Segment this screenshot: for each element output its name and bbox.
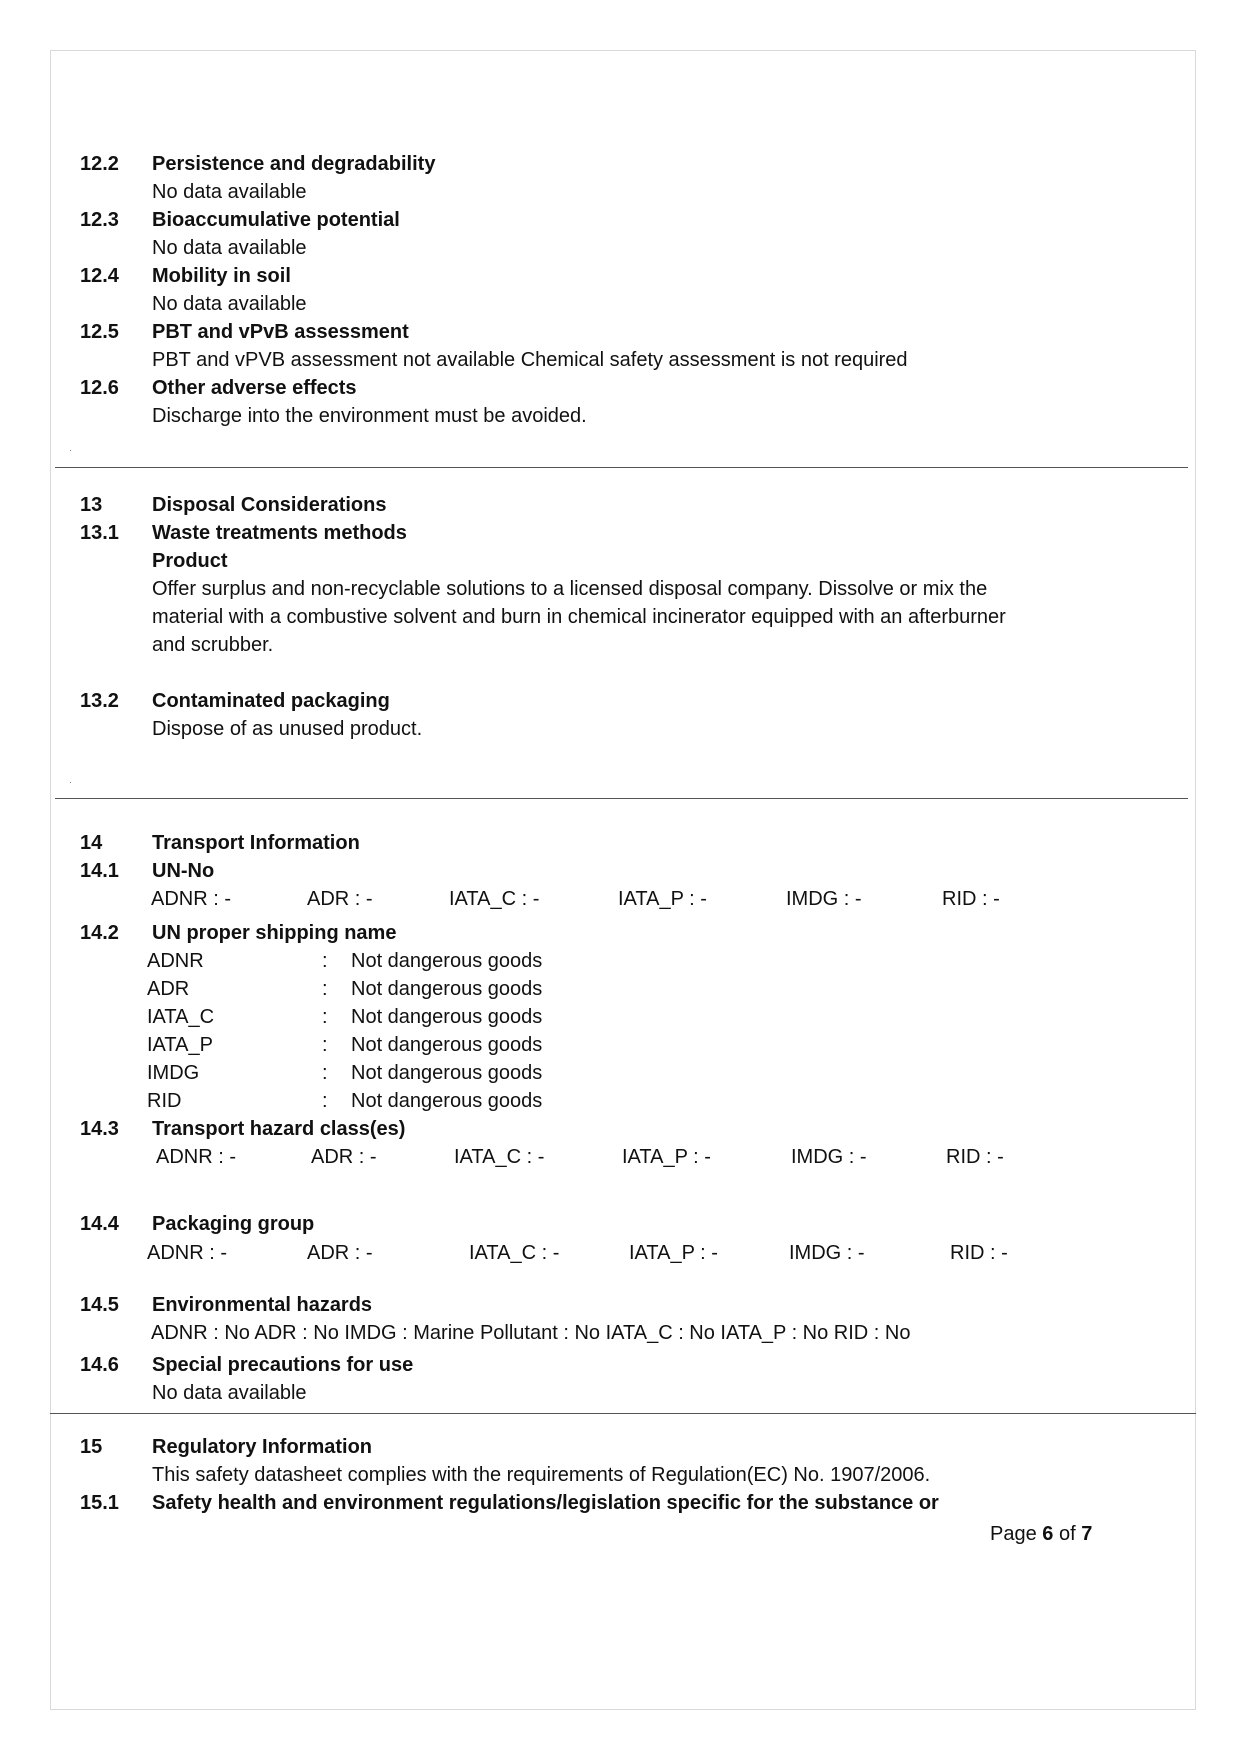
- shipping-mode: ADNR: [147, 950, 204, 972]
- section-text-line: material with a combustive solvent and burn in chemical incinerator equipped with an afterburner: [152, 606, 1006, 628]
- section-number: 14: [80, 832, 103, 854]
- shipping-sep: :: [322, 1062, 328, 1084]
- section-number: 12.5: [80, 321, 119, 343]
- section-divider: [55, 798, 1188, 799]
- section-text: Dispose of as unused product.: [152, 718, 423, 740]
- shipping-mode: IATA_C: [147, 1006, 215, 1028]
- page-number: [990, 1521, 1092, 1547]
- section-title: Contaminated packaging: [152, 690, 390, 712]
- section-title: Other adverse effects: [152, 377, 357, 399]
- section-title: Bioaccumulative potential: [152, 209, 400, 231]
- section-text: Discharge into the environment must be avoided.: [152, 405, 587, 427]
- shipping-value: Not dangerous goods: [351, 1090, 543, 1112]
- section-text: No data available: [152, 181, 307, 203]
- stray-dot: [70, 450, 71, 451]
- section-title: Disposal Considerations: [152, 494, 387, 516]
- environmental-hazards-line: ADNR : No ADR : No IMDG : Marine Pollutant : No IATA_C : No IATA_P : No RID : No: [151, 1322, 911, 1344]
- packaging-group-item: IATA_C : -: [469, 1242, 560, 1264]
- section-number: 14.5: [80, 1294, 119, 1316]
- hazard-class-item: ADNR : -: [156, 1146, 236, 1168]
- section-subtitle: Product: [152, 550, 228, 572]
- section-number: 12.2: [80, 153, 119, 175]
- stray-dot: [70, 782, 71, 783]
- section-number: 13: [80, 494, 103, 516]
- section-number: 12.4: [80, 265, 119, 287]
- section-number: 14.4: [80, 1213, 119, 1235]
- section-text: No data available: [152, 293, 307, 315]
- un-no-item: IATA_P : -: [618, 888, 707, 910]
- section-number: 13.1: [80, 522, 119, 544]
- shipping-sep: :: [322, 978, 328, 1000]
- hazard-class-item: IATA_P : -: [622, 1146, 711, 1168]
- section-number: 12.3: [80, 209, 119, 231]
- shipping-sep: :: [322, 1034, 328, 1056]
- section-number: 14.1: [80, 860, 119, 882]
- shipping-sep: :: [322, 1090, 328, 1112]
- section-divider: [50, 1413, 1196, 1414]
- section-number: 15.1: [80, 1492, 119, 1514]
- section-title: UN-No: [152, 860, 215, 882]
- hazard-class-item: ADR : -: [311, 1146, 377, 1168]
- shipping-value: Not dangerous goods: [351, 1006, 543, 1028]
- packaging-group-item: IATA_P : -: [629, 1242, 718, 1264]
- section-title: PBT and vPvB assessment: [152, 321, 409, 343]
- section-number: 14.6: [80, 1354, 119, 1376]
- section-title: Waste treatments methods: [152, 522, 407, 544]
- page-total: 7: [1081, 1523, 1093, 1545]
- shipping-value: Not dangerous goods: [351, 978, 543, 1000]
- un-no-item: RID : -: [942, 888, 1000, 910]
- section-text: No data available: [152, 1382, 307, 1404]
- un-no-item: ADNR : -: [151, 888, 231, 910]
- section-title: Mobility in soil: [152, 265, 291, 287]
- un-no-item: IATA_C : -: [449, 888, 540, 910]
- packaging-group-item: IMDG : -: [789, 1242, 865, 1264]
- section-number: 14.2: [80, 922, 119, 944]
- section-text: This safety datasheet complies with the requirements of Regulation(EC) No. 1907/2006.: [152, 1464, 931, 1486]
- section-number: 12.6: [80, 377, 119, 399]
- hazard-class-item: IMDG : -: [791, 1146, 867, 1168]
- shipping-value: Not dangerous goods: [351, 1034, 543, 1056]
- shipping-mode: IMDG: [147, 1062, 200, 1084]
- shipping-mode: RID: [147, 1090, 182, 1112]
- page-of: of: [1053, 1523, 1082, 1545]
- section-title: Regulatory Information: [152, 1436, 373, 1458]
- shipping-mode: IATA_P: [147, 1034, 213, 1056]
- section-text-line: Offer surplus and non-recyclable solutions to a licensed disposal company. Dissolve or mix the: [152, 578, 988, 600]
- page-current: 6: [1042, 1523, 1054, 1545]
- section-text-line: and scrubber.: [152, 634, 274, 656]
- section-title: Transport hazard class(es): [152, 1118, 406, 1140]
- hazard-class-item: RID : -: [946, 1146, 1004, 1168]
- shipping-sep: :: [322, 950, 328, 972]
- un-no-item: ADR : -: [307, 888, 373, 910]
- section-title: Persistence and degradability: [152, 153, 436, 175]
- page-prefix: Page: [990, 1523, 1043, 1545]
- shipping-value: Not dangerous goods: [351, 1062, 543, 1084]
- packaging-group-item: ADR : -: [307, 1242, 373, 1264]
- section-title: Transport Information: [152, 832, 360, 854]
- section-title: Special precautions for use: [152, 1354, 414, 1376]
- section-number: 14.3: [80, 1118, 119, 1140]
- section-divider: [55, 467, 1188, 468]
- packaging-group-item: ADNR : -: [147, 1242, 227, 1264]
- section-title: Safety health and environment regulations/legislation specific for the substance or: [152, 1492, 939, 1514]
- shipping-value: Not dangerous goods: [351, 950, 543, 972]
- section-number: 15: [80, 1436, 103, 1458]
- section-text: No data available: [152, 237, 307, 259]
- section-title: UN proper shipping name: [152, 922, 397, 944]
- section-title: Packaging group: [152, 1213, 315, 1235]
- section-title: Environmental hazards: [152, 1294, 373, 1316]
- section-number: 13.2: [80, 690, 119, 712]
- section-text: PBT and vPVB assessment not available Chemical safety assessment is not required: [152, 349, 908, 371]
- shipping-sep: :: [322, 1006, 328, 1028]
- un-no-item: IMDG : -: [786, 888, 862, 910]
- shipping-mode: ADR: [147, 978, 190, 1000]
- packaging-group-item: RID : -: [950, 1242, 1008, 1264]
- hazard-class-item: IATA_C : -: [454, 1146, 545, 1168]
